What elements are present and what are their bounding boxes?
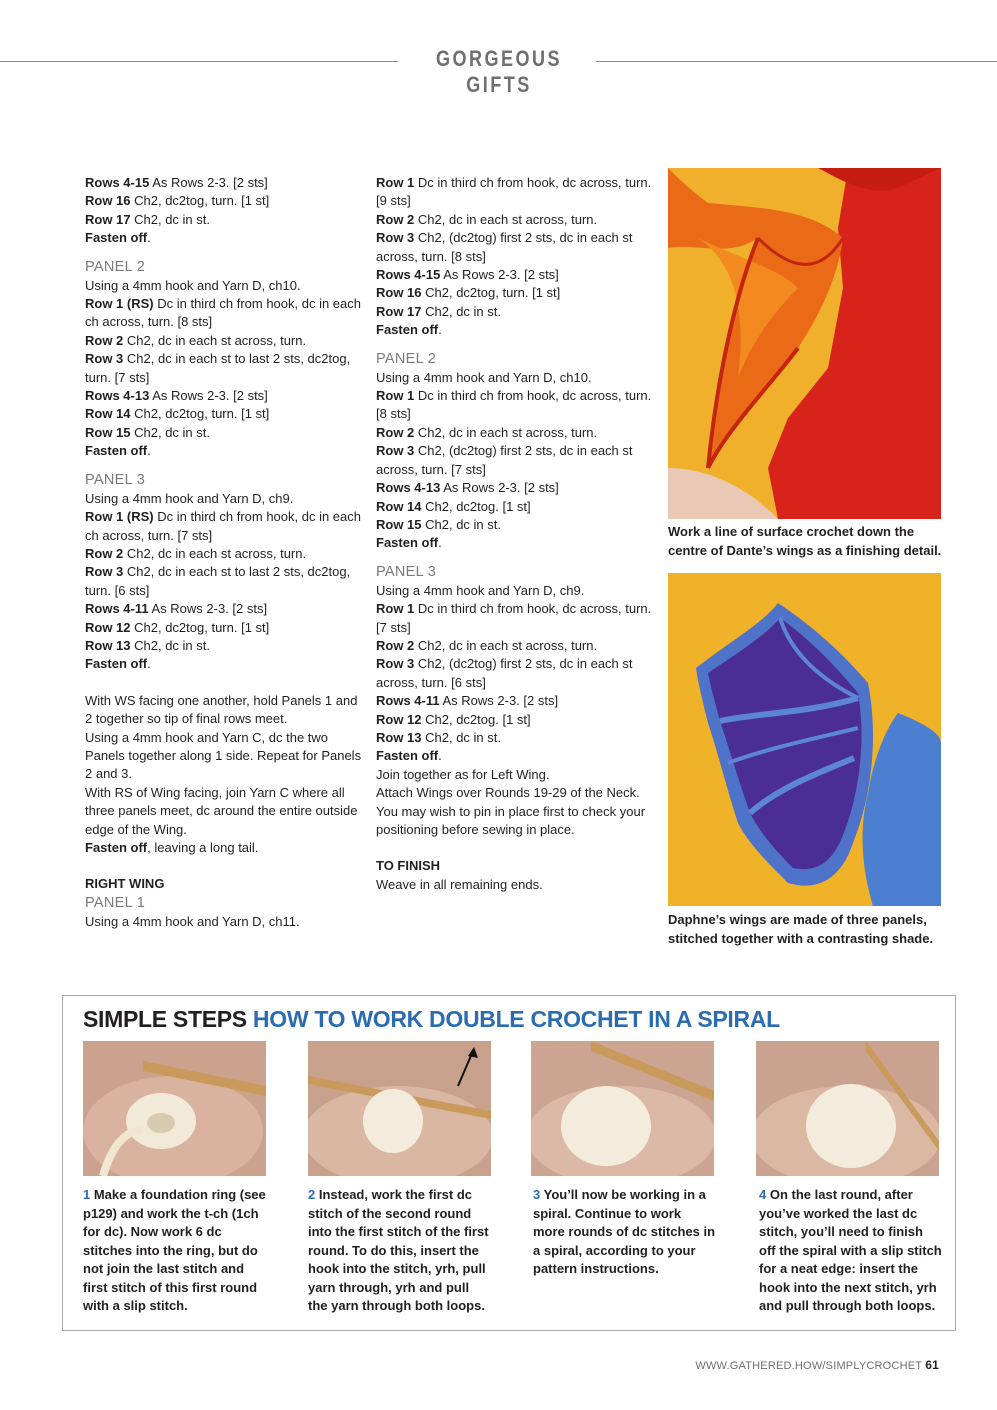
right-wing-panel1-rows [376, 174, 654, 340]
column-middle [376, 174, 654, 894]
pattern-line: Row 17 Ch2, dc in st. [376, 303, 501, 319]
panel-heading: PANEL 3 [85, 471, 146, 488]
panel3-instructions [376, 582, 654, 840]
panel-heading: PANEL 1 [85, 894, 146, 911]
pattern-line: Rows 4-13 As Rows 2-3. [2 sts] [85, 388, 268, 404]
column-left [85, 174, 363, 931]
pattern-line: Row 12 Ch2, dc2tog. [1 st] [376, 711, 531, 727]
pattern-line: Row 15 Ch2, dc in st. [85, 424, 210, 440]
pattern-line: Row 2 Ch2, dc in each st across, turn. [85, 332, 307, 348]
left-wing-panel1-end [85, 174, 363, 248]
pattern-line: Row 14 Ch2, dc2tog, turn. [1 st] [85, 406, 270, 422]
pattern-line: Row 1 (RS) Dc in third ch from hook, dc in each ch across, turn. [7 sts] [85, 509, 361, 543]
pattern-line: With RS of Wing facing, join Yarn C where all three panels meet, dc around the entire outside edge of the Wing. [85, 784, 358, 837]
pattern-line: Row 1 Dc in third ch from hook, dc across, turn. [8 sts] [376, 388, 652, 422]
pattern-line: Rows 4-15 As Rows 2-3. [2 sts] [85, 175, 268, 190]
panel-heading: PANEL 3 [376, 563, 437, 580]
panel-heading: PANEL 2 [85, 258, 146, 275]
panel-heading: PANEL 2 [376, 350, 437, 367]
red-wing-illustration [668, 168, 941, 519]
step-photo-illustration [756, 1041, 939, 1176]
footer-url: WWW.GATHERED.HOW/SIMPLYCROCHET [695, 1360, 922, 1372]
header-rule-right [596, 61, 997, 62]
pattern-line: Fasten off. [85, 230, 151, 246]
pattern-line: Row 3 Ch2, dc in each st to last 2 sts, dc2tog, turn. [6 sts] [85, 564, 351, 598]
right-wing-heading: RIGHT WING [85, 876, 165, 892]
pattern-line: Row 2 Ch2, dc in each st across, turn. [376, 424, 598, 440]
step-photo-illustration [531, 1041, 714, 1176]
section-title: GORGEOUS GIFTS [436, 46, 562, 97]
photo-blue-wing [668, 573, 941, 906]
step-4-text: 4 On the last round, after you’ve worked the last dc stitch, you’ll need to finish off the spiral with a slip stitch for a neat edge: insert the hook into the next stitch, yrh and pull through both loops. [759, 1187, 942, 1313]
pattern-line: Row 2 Ch2, dc in each st across, turn. [376, 211, 598, 227]
pattern-line: Fasten off. [376, 748, 442, 764]
pattern-line: Row 17 Ch2, dc in st. [85, 211, 210, 227]
pattern-line: Rows 4-11 As Rows 2-3. [2 sts] [376, 693, 559, 709]
pattern-line: With WS facing one another, hold Panels 1 and 2 together so tip of final rows meet. [85, 692, 358, 727]
pattern-line: Fasten off. [376, 535, 442, 551]
pattern-line: Fasten off. [85, 443, 151, 459]
pattern-line: Using a 4mm hook and Yarn C, dc the two Panels together along 1 side. Repeat for Panels 2 and 3. [85, 729, 362, 782]
pattern-line: Fasten off. [85, 656, 151, 672]
step-2-photo [308, 1041, 491, 1176]
pattern-line: Using a 4mm hook and Yarn D, ch11. [85, 913, 300, 929]
pattern-line: Row 2 Ch2, dc in each st across, turn. [376, 637, 598, 653]
pattern-line: Row 1 (RS) Dc in third ch from hook, dc in each ch across, turn. [8 sts] [85, 296, 361, 330]
pattern-line: Row 13 Ch2, dc in st. [376, 729, 501, 745]
pattern-line: Row 16 Ch2, dc2tog, turn. [1 st] [85, 193, 270, 209]
pattern-line: Using a 4mm hook and Yarn D, ch9. [85, 490, 294, 506]
photo-caption: Work a line of surface crochet down the centre of Dante’s wings as a finishing detail. [668, 524, 942, 558]
pattern-line: Rows 4-15 As Rows 2-3. [2 sts] [376, 267, 559, 283]
pattern-line: Row 3 Ch2, dc in each st to last 2 sts, dc2tog, turn. [7 sts] [85, 351, 351, 385]
pattern-line: Row 15 Ch2, dc in st. [376, 516, 501, 532]
pattern-line: Fasten off, leaving a long tail. [85, 840, 259, 855]
pattern-line: Fasten off. [376, 322, 442, 338]
panel2-instructions [85, 277, 363, 461]
simple-steps-title: SIMPLE STEPS HOW TO WORK DOUBLE CROCHET IN A SPIRAL [83, 1006, 780, 1032]
step-photo-illustration [308, 1041, 491, 1176]
step-2-text: 2 Instead, work the first dc stitch of the second round into the first stitch of the first round. To do this, insert the hook into the stitch, yrh, pull yarn through, yrh and pull the yarn through both loops. [308, 1187, 489, 1313]
pattern-line: Row 1 Dc in third ch from hook, dc across, turn. [7 sts] [376, 601, 652, 635]
pattern-line: Rows 4-11 As Rows 2-3. [2 sts] [85, 601, 268, 617]
page-number: 61 [925, 1358, 939, 1372]
pattern-line: Row 2 Ch2, dc in each st across, turn. [85, 545, 307, 561]
step-1-text: 1 Make a foundation ring (see p129) and work the t-ch (1ch for dc). Now work 6 dc stitches into the ring, but do not join the last stitch and first stitch of this first round with a slip stitch. [83, 1187, 266, 1313]
pattern-line: Row 14 Ch2, dc2tog. [1 st] [376, 498, 531, 514]
photo-red-wing [668, 168, 941, 519]
step-3-text: 3 You’ll now be working in a spiral. Continue to work more rounds of dc stitches in a spiral, according to your pattern instructions. [533, 1187, 716, 1276]
step-4-photo [756, 1041, 939, 1176]
finish-heading: TO FINISH [376, 858, 441, 874]
panel2-instructions [376, 369, 654, 553]
pattern-line: Using a 4mm hook and Yarn D, ch10. [376, 369, 592, 385]
blue-wing-illustration [668, 573, 941, 906]
assembly-instructions [85, 692, 363, 858]
pattern-line: Row 13 Ch2, dc in st. [85, 637, 210, 653]
simple-steps-box [62, 995, 956, 1331]
pattern-line: Row 3 Ch2, (dc2tog) first 2 sts, dc in each st across, turn. [8 sts] [376, 230, 633, 264]
pattern-line: Rows 4-13 As Rows 2-3. [2 sts] [376, 480, 559, 496]
step-1-photo [83, 1041, 266, 1176]
pattern-line: Row 16 Ch2, dc2tog, turn. [1 st] [376, 285, 561, 301]
pattern-line: Weave in all remaining ends. [376, 876, 543, 892]
pattern-line: Join together as for Left Wing. [376, 766, 550, 782]
step-photo-illustration [83, 1041, 266, 1176]
header-rule-left [0, 61, 398, 62]
panel3-instructions [85, 490, 363, 674]
pattern-line: Using a 4mm hook and Yarn D, ch9. [376, 582, 585, 598]
pattern-line: Row 3 Ch2, (dc2tog) first 2 sts, dc in each st across, turn. [6 sts] [376, 656, 633, 690]
pattern-line: Row 12 Ch2, dc2tog, turn. [1 st] [85, 619, 270, 635]
page-footer [695, 1358, 939, 1372]
photo-caption: Daphne’s wings are made of three panels, stitched together with a contrasting shade. [668, 912, 934, 946]
pattern-line: Using a 4mm hook and Yarn D, ch10. [85, 277, 301, 293]
step-3-photo [531, 1041, 714, 1176]
pattern-line: Row 1 Dc in third ch from hook, dc across, turn. [9 sts] [376, 175, 652, 209]
pattern-line: Attach Wings over Rounds 19-29 of the Neck. You may wish to pin in place first to check your positioning before sewing in place. [376, 785, 646, 837]
pattern-line: Row 3 Ch2, (dc2tog) first 2 sts, dc in each st across, turn. [7 sts] [376, 443, 633, 477]
